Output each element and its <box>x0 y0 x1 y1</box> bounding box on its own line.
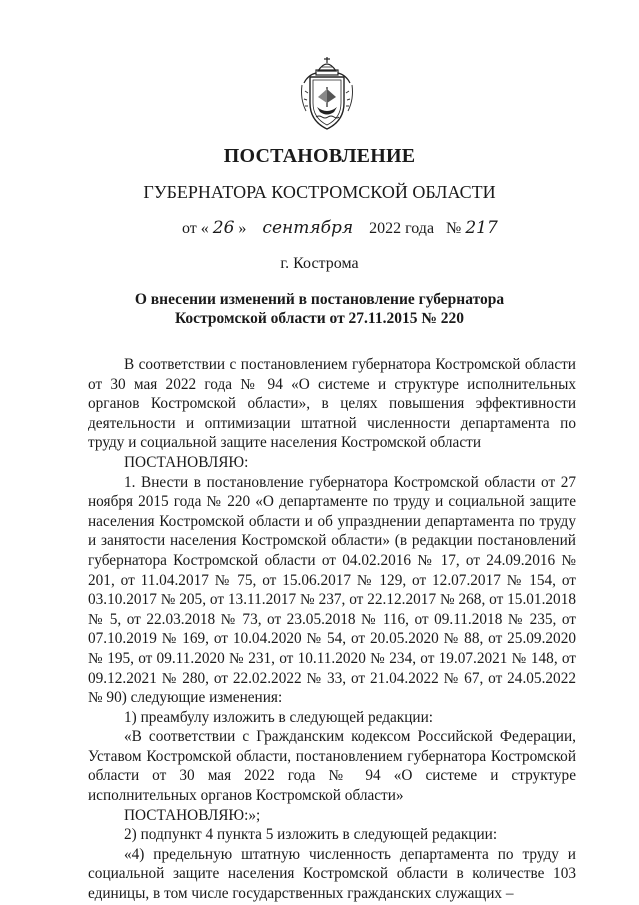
document-subtitle: ГУБЕРНАТОРА КОСТРОМСКОЙ ОБЛАСТИ <box>143 182 496 202</box>
document-body <box>88 355 576 904</box>
item-1-paragraph: 1. Внести в постановление губернатора Костромской области от 27 ноября 2015 года № 220 «О департаменте по труду и социальной защите населения Костромской области и об упразднении департамента по труду и занятости населения Костромской области» (в редакции постановлений губернатора Костромской области от 04.02.2016 № 17, от 24.09.2016 № 201, от 11.04.2017 № 75, от 15.06.2017 № 129, от 12.07.2017 № 154, от 03.10.2017 № 205, от 13.11.2017 № 237, от 22.12.2017 № 268, от 15.01.2018 № 5, от 22.03.2018 № 73, от 23.05.2018 № 116, от 09.11.2018 № 235, от 07.10.2019 № 169, от 10.04.2020 № 54, от 20.05.2020 № 88, от 25.09.2020 № 195, от 09.11.2020 № 231, от 10.11.2020 № 234, от 19.07.2021 № 148, от 09.12.2021 № 280, от 22.02.2022 № 33, от 21.04.2022 № 67, от 24.05.2022 № 90) следующие изменения: <box>88 473 576 707</box>
date-mid: » <box>238 220 247 237</box>
date-line <box>182 218 498 238</box>
subitem-1-paragraph: 1) преамбулу изложить в следующей редакции: <box>124 708 434 726</box>
number-label: № <box>446 220 462 237</box>
resolve-line: ПОСТАНОВЛЯЮ: <box>124 453 249 471</box>
quoted-subitem-4-paragraph: «4) предельную штатную численность департамента по труду и социальной защите населения Костромской области в количестве 103 единицы, в том числе государственных гражданских служащих – <box>88 845 576 903</box>
heading-line-1: О внесении изменений в постановление губернатора <box>134 291 505 308</box>
document-number: 217 <box>465 218 498 238</box>
coat-of-arms-icon <box>296 55 358 133</box>
document-title: ПОСТАНОВЛЕНИЕ <box>223 145 416 167</box>
quoted-preamble-paragraph: «В соответствии с Гражданским кодексом Российской Федерации, Уставом Костромской области, постановлением губернатора Костромской области от 30 мая 2022 года № 94 «О системе и структуре исполнительных органов Костромской области» <box>88 728 576 805</box>
subitem-2-paragraph: 2) подпункт 4 пункта 5 изложить в следующей редакции: <box>124 826 498 844</box>
quoted-resolve-line: ПОСТАНОВЛЯЮ:»; <box>124 806 261 824</box>
document-heading <box>0 290 639 328</box>
city-line: г. Кострома <box>280 255 359 272</box>
date-year: 2022 года <box>369 220 435 237</box>
date-day: 26 <box>212 218 235 238</box>
heading-line-2: Костромской области от 27.11.2015 № 220 <box>174 310 465 327</box>
date-prefix: от « <box>182 220 209 237</box>
date-month: сентября <box>262 218 354 238</box>
preamble-paragraph: В соответствии с постановлением губернатора Костромской области от 30 мая 2022 года № 94 «О системе и структуре исполнительных органов Костромской области», в целях повышения эффективности деятельности и оптимизации штатной численности департамента по труду и социальной защите населения Костромской области <box>88 356 576 452</box>
